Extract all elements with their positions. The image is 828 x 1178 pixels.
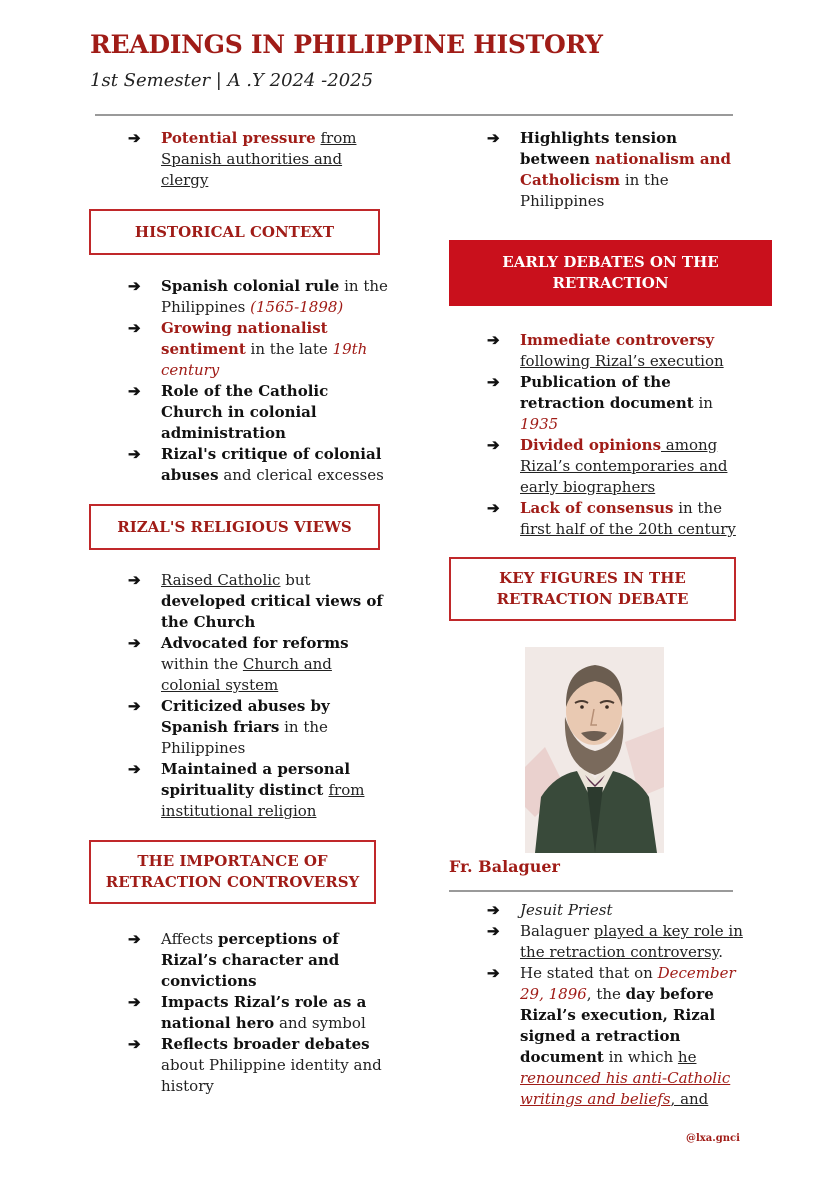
author-handle: @lxa.gnci (686, 1133, 740, 1144)
list-item: ➔ Divided opinions among Rizal’s contemporaries and early biographers (487, 436, 728, 496)
section-heading-key-figures: KEY FIGURES IN THE RETRACTION DEBATE (449, 557, 736, 621)
arrow-right-icon: ➔ (487, 922, 500, 940)
left-intro-list (128, 128, 390, 191)
arrow-right-icon: ➔ (487, 331, 500, 349)
section-heading-religious-views: RIZAL'S RELIGIOUS VIEWS (89, 504, 380, 550)
arrow-right-icon: ➔ (128, 993, 141, 1011)
arrow-right-icon: ➔ (128, 319, 141, 337)
list-item: ➔ Balaguer played a key role in the retraction controversy. (487, 922, 743, 961)
arrow-right-icon: ➔ (487, 499, 500, 517)
caption-divider (449, 890, 733, 892)
list-item: ➔ He stated that on December 29, 1896, the day before Rizal’s execution, Rizal signed a retraction document in which he renounced his anti-Catholic writings and beliefs, and (487, 964, 736, 1108)
section-heading-historical-context: HISTORICAL CONTEXT (89, 209, 380, 255)
list-item: ➔ Role of the Catholic Church in colonial administration (128, 382, 329, 442)
arrow-right-icon: ➔ (128, 129, 141, 147)
section-heading-importance: THE IMPORTANCE OF RETRACTION CONTROVERSY (89, 840, 376, 904)
list-item: ➔ Potential pressure from Spanish authorities and clergy (128, 129, 357, 189)
portrait-image (525, 647, 664, 853)
list-item: ➔ Highlights tension between nationalism and Catholicism in the Philippines (487, 129, 732, 210)
list-item: ➔ Maintained a personal spirituality distinct from institutional religion (128, 760, 365, 820)
historical-context-list (128, 276, 390, 486)
list-item: ➔ Growing nationalist sentiment in the late 19th century (128, 319, 368, 379)
page-title: READINGS IN PHILIPPINE HISTORY (90, 30, 603, 59)
portrait-caption: Fr. Balaguer (449, 857, 560, 876)
list-item: ➔ Criticized abuses by Spanish friars in the Philippines (128, 697, 330, 757)
list-item: ➔ Advocated for reforms within the Church and colonial system (128, 634, 349, 694)
arrow-right-icon: ➔ (487, 373, 500, 391)
header-divider (95, 114, 733, 116)
list-item: ➔ Affects perceptions of Rizal’s character and convictions (128, 930, 340, 990)
arrow-right-icon: ➔ (487, 964, 500, 982)
arrow-right-icon: ➔ (487, 901, 500, 919)
arrow-right-icon: ➔ (128, 571, 141, 589)
early-debates-list (487, 330, 747, 540)
list-item: ➔ Raised Catholic but developed critical views of the Church (128, 571, 383, 631)
list-item: ➔ Immediate controversy following Rizal’s execution (487, 331, 724, 370)
arrow-right-icon: ➔ (128, 760, 141, 778)
page-subtitle: 1st Semester | A .Y 2024 -2025 (90, 70, 374, 91)
arrow-right-icon: ➔ (128, 697, 141, 715)
key-figures-list (487, 900, 747, 1110)
arrow-right-icon: ➔ (487, 436, 500, 454)
religious-views-list (128, 570, 390, 822)
list-item: ➔ Impacts Rizal’s role as a national hero and symbol (128, 993, 367, 1032)
arrow-right-icon: ➔ (487, 129, 500, 147)
list-item: ➔ Publication of the retraction document in 1935 (487, 373, 713, 433)
arrow-right-icon: ➔ (128, 382, 141, 400)
list-item: ➔ Rizal's critique of colonial abuses and clerical excesses (128, 445, 384, 484)
list-item: ➔ Reflects broader debates about Philippine identity and history (128, 1035, 382, 1095)
arrow-right-icon: ➔ (128, 930, 141, 948)
section-heading-early-debates: EARLY DEBATES ON THE RETRACTION (449, 240, 772, 306)
importance-list (128, 929, 390, 1097)
list-item: ➔ Jesuit Priest (487, 901, 613, 919)
arrow-right-icon: ➔ (128, 277, 141, 295)
arrow-right-icon: ➔ (128, 1035, 141, 1053)
arrow-right-icon: ➔ (128, 634, 141, 652)
arrow-right-icon: ➔ (128, 445, 141, 463)
list-item: ➔ Lack of consensus in the first half of the 20th century (487, 499, 736, 538)
right-intro-list (487, 128, 747, 212)
list-item: ➔ Spanish colonial rule in the Philippines (1565-1898) (128, 277, 388, 316)
